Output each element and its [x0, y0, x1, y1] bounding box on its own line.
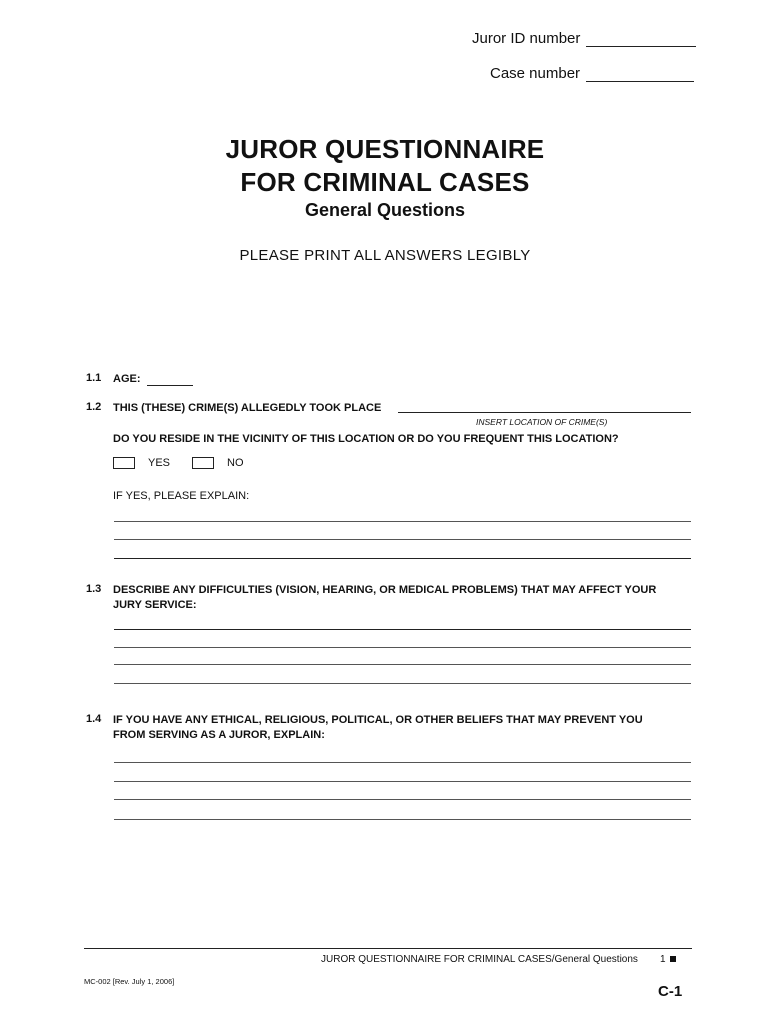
footer-rule: [84, 948, 692, 949]
question-1-3-text-line-1: DESCRIBE ANY DIFFICULTIES (VISION, HEARING, OR MEDICAL PROBLEMS) THAT MAY AFFECT YOUR: [113, 584, 657, 596]
difficulties-answer-line[interactable]: [114, 647, 691, 648]
explain-answer-line[interactable]: [114, 558, 691, 559]
question-1-2-followup: DO YOU RESIDE IN THE VICINITY OF THIS LOCATION OR DO YOU FREQUENT THIS LOCATION?: [113, 433, 619, 445]
subtitle: General Questions: [304, 200, 466, 220]
question-1-4-number: 1.4: [86, 713, 102, 725]
age-input[interactable]: [147, 385, 193, 386]
title-line-2: FOR CRIMINAL CASES: [240, 167, 530, 197]
explain-answer-line[interactable]: [114, 521, 691, 522]
question-1-3-text-line-2: JURY SERVICE:: [113, 599, 197, 611]
beliefs-answer-line[interactable]: [114, 762, 691, 763]
case-number-label: Case number: [490, 65, 581, 82]
print-notice: PLEASE PRINT ALL ANSWERS LEGIBLY: [239, 247, 531, 264]
explain-label: IF YES, PLEASE EXPLAIN:: [113, 490, 250, 502]
explain-answer-line[interactable]: [114, 539, 691, 540]
question-1-1-text: AGE:: [113, 373, 141, 385]
question-1-3-number: 1.3: [86, 583, 102, 595]
question-1-2-text: THIS (THESE) CRIME(S) ALLEGEDLY TOOK PLACE: [113, 402, 382, 414]
case-number-input[interactable]: [586, 67, 694, 82]
yes-label: YES: [148, 457, 171, 469]
square-icon: [670, 956, 676, 962]
section-code: C-1: [658, 983, 683, 1000]
yes-checkbox[interactable]: [113, 457, 135, 469]
question-1-1-number: 1.1: [86, 372, 102, 384]
title-line-1: JUROR QUESTIONNAIRE: [225, 134, 545, 164]
question-1-4-text-line-2: FROM SERVING AS A JUROR, EXPLAIN:: [113, 729, 325, 741]
question-1-2-number: 1.2: [86, 401, 102, 413]
beliefs-answer-line[interactable]: [114, 781, 691, 782]
beliefs-answer-line[interactable]: [114, 819, 691, 820]
footer-running-title: JUROR QUESTIONNAIRE FOR CRIMINAL CASES/General Questions: [321, 954, 638, 965]
page-number: 1: [660, 954, 666, 965]
form-code: MC-002 [Rev. July 1, 2006]: [84, 977, 175, 986]
difficulties-answer-line[interactable]: [114, 629, 691, 630]
difficulties-answer-line[interactable]: [114, 683, 691, 684]
no-label: NO: [227, 457, 244, 469]
case-number-field: [490, 65, 694, 82]
juror-id-label: Juror ID number: [472, 30, 581, 47]
juror-id-field: [472, 30, 696, 47]
question-1-4-text-line-1: IF YOU HAVE ANY ETHICAL, RELIGIOUS, POLITICAL, OR OTHER BELIEFS THAT MAY PREVENT YOU: [113, 714, 643, 726]
beliefs-answer-line[interactable]: [114, 799, 691, 800]
crime-location-hint: INSERT LOCATION OF CRIME(S): [476, 417, 608, 427]
footer-page-number: [660, 954, 676, 965]
difficulties-answer-line[interactable]: [114, 664, 691, 665]
crime-location-input[interactable]: [398, 412, 691, 413]
no-checkbox[interactable]: [192, 457, 214, 469]
juror-id-input[interactable]: [586, 32, 696, 47]
